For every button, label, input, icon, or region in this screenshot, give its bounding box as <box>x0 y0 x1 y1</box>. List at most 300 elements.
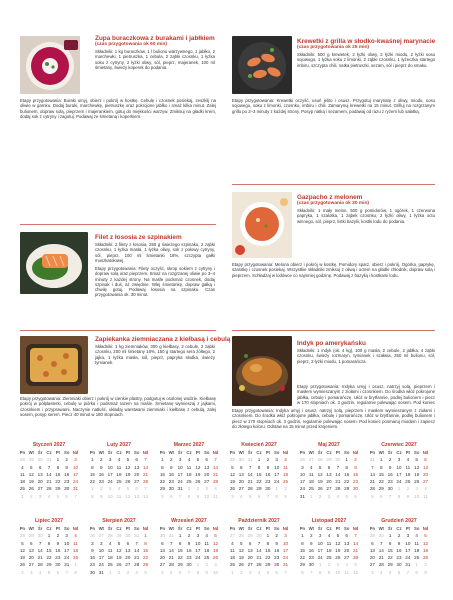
day-cell: 8 <box>379 464 383 470</box>
weekday-label: Nd <box>422 526 429 531</box>
day-cell: 29 <box>116 533 122 539</box>
day-cell: 26 <box>125 479 131 485</box>
day-cell: 13 <box>204 464 210 470</box>
day-cell: 7 <box>135 540 138 546</box>
day-cell: 3 <box>275 457 278 463</box>
day-cell: 30 <box>256 533 262 539</box>
weekday-label: Nd <box>142 526 149 531</box>
day-cell: 23 <box>274 555 280 561</box>
day-cell: 6 <box>169 493 173 499</box>
weekday-label: Wt <box>98 526 104 531</box>
day-cell: 21 <box>369 479 375 485</box>
day-cell: 20 <box>125 555 131 561</box>
day-cell: 22 <box>299 555 305 561</box>
day-cell: 17 <box>317 547 323 553</box>
day-cell: 4 <box>406 457 410 463</box>
day-cell: 11 <box>230 547 235 553</box>
day-cell: 4 <box>424 486 427 492</box>
day-cell: 8 <box>301 540 304 546</box>
day-cell: 30 <box>378 533 384 539</box>
day-cell: 26 <box>317 486 323 492</box>
day-cell: 27 <box>344 555 350 561</box>
day-cell: 9 <box>309 540 313 546</box>
day-cell: 1 <box>196 562 200 568</box>
day-cell: 20 <box>238 479 244 485</box>
day-cell: 30 <box>168 486 174 492</box>
day-cell: 14 <box>247 471 253 477</box>
day-cell: 28 <box>247 486 253 492</box>
day-cell: 29 <box>369 533 375 539</box>
weekday-label: Wt <box>28 526 34 531</box>
recipe-ingredients-filet: Składniki: 2 filety z łososia, 250 g świeżego szpinaku, 2 ząbki czosnku, 1 łyżka masła, 1 łyżka oliwy, sok z połowy cytryny, sól, pieprz, 100 ml śmietanki 18%, szczypta gałki muszkatołowej. <box>95 242 215 263</box>
weekday-label: Nd <box>212 526 219 531</box>
day-cell: 11 <box>326 540 332 546</box>
day-cell: 1 <box>266 533 270 539</box>
day-cell: 28 <box>134 562 140 568</box>
weekday-label: Cz <box>396 450 402 455</box>
month-days-grid <box>298 525 360 576</box>
day-cell: 26 <box>116 562 122 568</box>
day-cell: 21 <box>168 555 174 561</box>
day-cell: 17 <box>107 471 113 477</box>
weekday-label: So <box>204 450 210 455</box>
month-name: Wrzesień 2027 <box>171 518 207 524</box>
day-cell: 11 <box>186 464 192 470</box>
recipe-steps-zapiekanka: Etapy przygotowania: Ziemniaki obierz i pokrój w cienkie plastry, podgotuj w osolonej wodzie. Kiełbasę pokrój w półplasterki, cebulę w piórka i podsmaż razem na maśle. Śmietanę wymieszaj z jajkami, czosnkiem i przyprawami. Naczynie natłuść, układaj warstwami ziemniaki i kiełbasę z cebulą, zalej sosem, posyp serem. Piecz 40 minut w 180 stopniach. <box>20 396 216 417</box>
day-cell: 19 <box>335 547 341 553</box>
day-cell: 5 <box>169 569 173 575</box>
day-cell: 1 <box>108 569 112 575</box>
day-cell: 3 <box>126 569 130 575</box>
day-cell: 3 <box>108 457 112 463</box>
day-cell: 3 <box>29 569 33 575</box>
day-cell: 8 <box>144 540 147 546</box>
day-cell: 13 <box>134 464 140 470</box>
calendar-grid <box>18 442 438 592</box>
day-cell: 26 <box>229 486 235 492</box>
day-cell: 7 <box>178 493 182 499</box>
day-cell: 3 <box>65 533 68 539</box>
weekday-label: Wt <box>378 526 384 531</box>
recipe-ingredients-gazpacho: Składniki: 1 mały melon, 500 g pomidorów, 1 ogórek, 1 czerwona papryka, 1 szalotka, 1 ząbek czosnku, 2 łyżki oliwy, 1 łyżka octu winnego, sól, pieprz, listki bazylii, kostki lodu do podania. <box>297 208 435 224</box>
day-cell: 6 <box>126 540 130 546</box>
recipe-steps-indyk: Etapy przygotowania: Indyka umyj i osusz, natrzyj solą, pieprzem i masłem wymieszanym z ziołami i czosnkiem. Do środka włóż pokrojone jabłka, cebulę i pomarańczę. Ułóż w brytfannie, podlej bulionem i piecz w 170 stopniach ok. 3 godzin, regularnie polewając sosem. Pod koniec <box>297 384 435 405</box>
day-cell: 3 <box>301 464 304 470</box>
day-cell: 1 <box>415 562 418 568</box>
day-cell: 11 <box>116 464 122 470</box>
day-cell: 5 <box>239 540 243 546</box>
day-cell: 19 <box>116 555 122 561</box>
day-cell: 6 <box>248 540 252 546</box>
day-cell: 29 <box>159 486 165 492</box>
weekday-label: Pn <box>159 526 166 531</box>
day-cell: 15 <box>378 471 384 477</box>
recipe-steps-krewetki: Etapy przygotowania: Krewetki oczyść, usuń jelito i osusz. Przygotuj marynatę z oliwy, miodu, sosu sojowego, soku z limonki, czosnku, imbiru i chili. Zamarynuj krewetki na 15 minut. Grilluj na rozgrzanym grillu po 2–3 minuty z każdej strony. Posyp natką i sezamem, podawaj od razu z ryżem lub sałatką. <box>232 98 435 114</box>
day-cell: 7 <box>406 569 410 575</box>
day-cell: 29 <box>387 562 393 568</box>
day-cell: 15 <box>177 547 183 553</box>
weekday-label: Wt <box>238 526 244 531</box>
day-cell: 13 <box>344 540 350 546</box>
month-name: Sierpień 2027 <box>102 518 136 524</box>
day-cell: 12 <box>116 547 122 553</box>
day-cell: 29 <box>143 562 149 568</box>
day-cell: 3 <box>397 457 401 463</box>
weekday-label: Pn <box>19 450 26 455</box>
day-cell: 23 <box>64 479 70 485</box>
day-cell: 28 <box>238 533 244 539</box>
day-cell: 22 <box>378 479 384 485</box>
day-cell: 1 <box>397 486 401 492</box>
day-cell: 2 <box>65 457 68 463</box>
day-cell: 31 <box>134 533 140 539</box>
day-cell: 30 <box>265 486 271 492</box>
day-cell: 4 <box>74 533 77 539</box>
day-cell: 8 <box>47 540 51 546</box>
month-days-grid <box>158 449 220 500</box>
day-cell: 4 <box>415 533 418 539</box>
day-cell: 7 <box>214 457 217 463</box>
day-cell: 23 <box>353 479 359 485</box>
day-cell: 30 <box>37 457 43 463</box>
day-cell: 14 <box>213 464 219 470</box>
day-cell: 22 <box>344 479 350 485</box>
day-cell: 1 <box>231 569 234 575</box>
gazpacho-photo <box>232 192 292 258</box>
day-cell: 7 <box>248 464 252 470</box>
day-cell: 7 <box>187 569 191 575</box>
day-cell: 6 <box>275 569 278 575</box>
day-cell: 27 <box>134 479 140 485</box>
day-cell: 30 <box>274 562 280 568</box>
day-cell: 12 <box>213 540 219 546</box>
weekday-label: Pt <box>265 526 270 531</box>
day-cell: 4 <box>108 540 112 546</box>
day-cell: 27 <box>28 562 34 568</box>
day-cell: 9 <box>327 569 331 575</box>
day-cell: 1 <box>388 533 392 539</box>
weekday-label: Cz <box>326 526 332 531</box>
day-cell: 8 <box>178 540 182 546</box>
weekday-label: Nd <box>282 526 289 531</box>
day-cell: 22 <box>387 555 393 561</box>
separator <box>232 184 435 185</box>
day-cell: 1 <box>318 562 322 568</box>
day-cell: 25 <box>283 479 289 485</box>
day-cell: 4 <box>38 569 42 575</box>
month-block <box>298 518 360 576</box>
day-cell: 25 <box>186 479 192 485</box>
day-cell: 31 <box>64 562 70 568</box>
weekday-label: Cz <box>46 526 52 531</box>
day-cell: 6 <box>239 464 243 470</box>
day-cell: 31 <box>369 457 375 463</box>
day-cell: 11 <box>20 471 25 477</box>
day-cell: 27 <box>238 486 244 492</box>
day-cell: 16 <box>168 471 174 477</box>
day-cell: 1 <box>56 457 60 463</box>
recipe-subtitle-gazpacho: (czas przygotowania ok 30 min) <box>297 201 369 206</box>
day-cell: 13 <box>247 547 253 553</box>
day-cell: 29 <box>344 486 350 492</box>
day-cell: 6 <box>56 569 60 575</box>
shrimp-photo <box>232 36 292 94</box>
recipe-steps-gazpacho: Etapy przygotowania: Melona obierz i pokrój w kostkę. Pomidory sparz, obierz i pokrój. Ogórka, paprykę, szalotkę i czosnek posiekaj. Wszystkie składniki zmiksuj z oliwą i octem na gładki chłodnik, dopraw solą i pieprzem. Schładzaj w lodówce co najmniej godzinę. Podawaj z bazylią i kostkami lodu. <box>232 262 435 278</box>
day-cell: 24 <box>98 562 104 568</box>
month-name: Styczeń 2027 <box>32 442 66 448</box>
day-cell: 20 <box>134 471 140 477</box>
day-cell: 22 <box>143 555 149 561</box>
day-cell: 24 <box>73 479 79 485</box>
day-cell: 25 <box>326 555 332 561</box>
day-cell: 25 <box>414 555 420 561</box>
day-cell: 27 <box>98 533 104 539</box>
day-cell: 7 <box>65 569 68 575</box>
day-cell: 24 <box>317 555 323 561</box>
day-cell: 7 <box>354 533 357 539</box>
day-cell: 29 <box>299 562 305 568</box>
day-cell: 24 <box>195 555 201 561</box>
day-cell: 14 <box>378 547 384 553</box>
day-cell: 1 <box>187 486 191 492</box>
recipe-title-filet: Filet z łososia ze szpinakiem <box>95 234 182 241</box>
day-cell: 25 <box>19 486 25 492</box>
day-cell: 9 <box>388 464 392 470</box>
day-cell: 3 <box>196 533 200 539</box>
day-cell: 1 <box>21 493 24 499</box>
day-cell: 15 <box>265 547 271 553</box>
day-cell: 20 <box>247 555 253 561</box>
day-cell: 31 <box>168 533 174 539</box>
weekday-label: Pt <box>195 526 200 531</box>
day-cell: 2 <box>327 562 331 568</box>
day-cell: 19 <box>414 471 420 477</box>
day-cell: 5 <box>196 457 200 463</box>
day-cell: 1 <box>91 486 94 492</box>
day-cell: 23 <box>396 555 402 561</box>
day-cell: 21 <box>353 547 359 553</box>
day-cell: 5 <box>345 493 348 499</box>
day-cell: 14 <box>256 547 262 553</box>
day-cell: 3 <box>327 493 331 499</box>
day-cell: 11 <box>344 569 350 575</box>
day-cell: 5 <box>126 486 130 492</box>
month-days-grid <box>18 449 80 500</box>
day-cell: 13 <box>37 471 43 477</box>
recipe-ingredients-zapiekanka: Składniki: 1 kg ziemniaków, 300 g kiełbasy, 2 cebule, 2 ząbki czosnku, 200 ml śmietany 18%, 150 g startego sera żółtego, 2 jajka, 1 łyżka masła, sól, pieprz, papryka słodka, świeży tymianek. <box>95 344 215 365</box>
day-cell: 28 <box>369 486 375 492</box>
day-cell: 6 <box>301 569 304 575</box>
weekday-label: Nd <box>352 450 359 455</box>
weekday-label: Śr <box>37 526 43 531</box>
day-cell: 18 <box>204 547 210 553</box>
day-cell: 22 <box>265 555 271 561</box>
day-cell: 22 <box>256 479 262 485</box>
day-cell: 11 <box>204 540 210 546</box>
weekday-label: So <box>274 526 280 531</box>
day-cell: 19 <box>423 547 429 553</box>
day-cell: 10 <box>98 547 104 553</box>
weekday-label: Pn <box>159 450 166 455</box>
day-cell: 10 <box>107 464 113 470</box>
day-cell: 12 <box>423 540 429 546</box>
recipe-subtitle-krewetki: (czas przygotowania ok 25 min) <box>297 45 369 50</box>
day-cell: 18 <box>308 479 314 485</box>
day-cell: 11 <box>414 540 420 546</box>
day-cell: 9 <box>99 493 103 499</box>
recipe-title-krewetki: Krewetki z grilla w słodko-kwaśnej marynacie <box>297 38 436 45</box>
weekday-label: Cz <box>186 526 192 531</box>
weekday-label: Pn <box>299 450 306 455</box>
day-cell: 5 <box>29 464 33 470</box>
day-cell: 7 <box>169 540 173 546</box>
weekday-label: So <box>64 526 70 531</box>
weekday-label: Śr <box>317 526 323 531</box>
month-name: Marzec 2027 <box>173 442 205 448</box>
day-cell: 27 <box>229 533 235 539</box>
day-cell: 20 <box>204 471 210 477</box>
day-cell: 14 <box>134 547 140 553</box>
day-cell: 6 <box>371 540 374 546</box>
weekday-label: Śr <box>247 450 253 455</box>
weekday-label: So <box>344 450 350 455</box>
day-cell: 16 <box>274 547 280 553</box>
day-cell: 31 <box>405 562 411 568</box>
weekday-label: Wt <box>378 450 384 455</box>
day-cell: 25 <box>204 555 210 561</box>
day-cell: 5 <box>231 464 234 470</box>
day-cell: 15 <box>89 471 95 477</box>
day-cell: 7 <box>266 493 270 499</box>
day-cell: 6 <box>424 457 427 463</box>
recipe-ingredients-krewetki: Składniki: 500 g krewetek, 2 łyżki oliwy, 2 łyżki miodu, 2 łyżki sosu sojowego, 1 łyżka soku z limonki, 2 ząbki czosnku, 1 łyżeczka startego imbiru, szczypta chili, natka pietruszki, sezam, sól i pieprz do smaku. <box>297 52 435 68</box>
day-cell: 5 <box>388 569 392 575</box>
weekday-label: Wt <box>168 526 174 531</box>
day-cell: 17 <box>195 547 201 553</box>
day-cell: 29 <box>55 486 61 492</box>
day-cell: 11 <box>73 540 78 546</box>
day-cell: 5 <box>424 533 427 539</box>
recipe-steps-indyk-cont: Etapy przygotowania: Indyka umyj i osusz, natrzyj solą, pieprzem i masłem wymieszanym z ziołami i czosnkiem. Do środka włóż pokrojone jabłka, cebulę i pomarańczę. Ułóż w brytfannie, podlej bulionem i piecz w 170 stopniach ok. 3 godzin, regularnie polewając sosem. Pod koniec posmaruj miodem i zapiecz do złotego koloru. Odstaw na 15 minut przed krojeniem. <box>232 408 435 429</box>
day-cell: 5 <box>161 493 164 499</box>
day-cell: 27 <box>308 457 314 463</box>
day-cell: 11 <box>405 464 411 470</box>
day-cell: 4 <box>336 493 340 499</box>
weekday-label: Pt <box>195 450 200 455</box>
day-cell: 5 <box>56 493 60 499</box>
weekday-label: Pn <box>229 450 236 455</box>
day-cell: 26 <box>213 555 219 561</box>
day-cell: 5 <box>144 569 147 575</box>
day-cell: 16 <box>353 471 359 477</box>
day-cell: 28 <box>19 533 25 539</box>
day-cell: 2 <box>99 457 103 463</box>
day-cell: 21 <box>256 555 262 561</box>
turkey-photo <box>232 336 292 406</box>
day-cell: 8 <box>388 540 392 546</box>
day-cell: 19 <box>19 555 25 561</box>
day-cell: 5 <box>266 569 270 575</box>
day-cell: 15 <box>256 471 262 477</box>
day-cell: 29 <box>326 457 332 463</box>
day-cell: 19 <box>317 479 323 485</box>
month-block <box>228 442 290 500</box>
month-days-grid <box>228 525 290 576</box>
day-cell: 3 <box>178 457 182 463</box>
day-cell: 17 <box>299 479 305 485</box>
day-cell: 29 <box>247 533 253 539</box>
day-cell: 9 <box>205 569 208 575</box>
day-cell: 9 <box>266 464 270 470</box>
day-cell: 19 <box>213 547 219 553</box>
day-cell: 5 <box>47 569 51 575</box>
weekday-label: Śr <box>177 450 183 455</box>
day-cell: 3 <box>99 540 103 546</box>
day-cell: 17 <box>274 471 280 477</box>
weekday-label: Pn <box>369 526 376 531</box>
day-cell: 16 <box>308 547 314 553</box>
day-cell: 8 <box>91 464 94 470</box>
day-cell: 2 <box>397 533 401 539</box>
recipe-steps-filet: Etapy przygotowania: Filety oczyść, skrop sokiem z cytryny i dopraw solą oraz pieprzem. Smaż na rozgrzanej oliwie po 3–4 minuty z każdej strony. Na maśle podsmaż czosnek, dodaj szpinak i duś, aż zwiędnie. Wlej śmietankę, dopraw gałką i chwilę gotuj. Podawaj łososia na szpinaku. Czas przygotowania ok. 30 minut. <box>95 266 215 298</box>
day-cell: 26 <box>414 479 420 485</box>
day-cell: 2 <box>406 486 410 492</box>
day-cell: 11 <box>107 547 113 553</box>
recipe-title-indyk: Indyk po amerykańsku <box>297 340 366 347</box>
day-cell: 2 <box>29 493 33 499</box>
day-cell: 27 <box>369 562 375 568</box>
day-cell: 29 <box>46 562 52 568</box>
day-cell: 6 <box>379 493 383 499</box>
weekday-label: Cz <box>46 450 52 455</box>
day-cell: 9 <box>397 540 401 546</box>
weekday-label: Pt <box>335 450 340 455</box>
day-cell: 18 <box>283 471 289 477</box>
day-cell: 8 <box>257 464 261 470</box>
month-days-grid <box>368 525 430 576</box>
weekday-label: Wt <box>308 450 314 455</box>
weekday-label: So <box>414 526 420 531</box>
day-cell: 30 <box>238 457 244 463</box>
day-cell: 6 <box>135 457 138 463</box>
day-cell: 29 <box>28 457 34 463</box>
day-cell: 8 <box>318 569 322 575</box>
weekday-label: Pn <box>89 450 96 455</box>
day-cell: 18 <box>186 471 192 477</box>
soup-photo <box>20 36 80 94</box>
day-cell: 10 <box>396 464 402 470</box>
day-cell: 9 <box>91 547 94 553</box>
day-cell: 30 <box>396 562 402 568</box>
day-cell: 11 <box>213 493 218 499</box>
day-cell: 4 <box>379 569 383 575</box>
day-cell: 19 <box>125 471 131 477</box>
day-cell: 15 <box>344 471 350 477</box>
day-cell: 8 <box>187 493 191 499</box>
day-cell: 31 <box>73 486 79 492</box>
day-cell: 7 <box>284 569 287 575</box>
day-cell: 30 <box>89 569 95 575</box>
day-cell: 10 <box>195 540 201 546</box>
day-cell: 30 <box>308 562 314 568</box>
month-name: Lipiec 2027 <box>35 518 63 524</box>
weekday-label: Pt <box>125 450 130 455</box>
day-cell: 9 <box>424 569 427 575</box>
day-cell: 9 <box>187 540 191 546</box>
month-block <box>18 518 80 576</box>
weekday-label: So <box>64 450 70 455</box>
day-cell: 4 <box>214 486 217 492</box>
